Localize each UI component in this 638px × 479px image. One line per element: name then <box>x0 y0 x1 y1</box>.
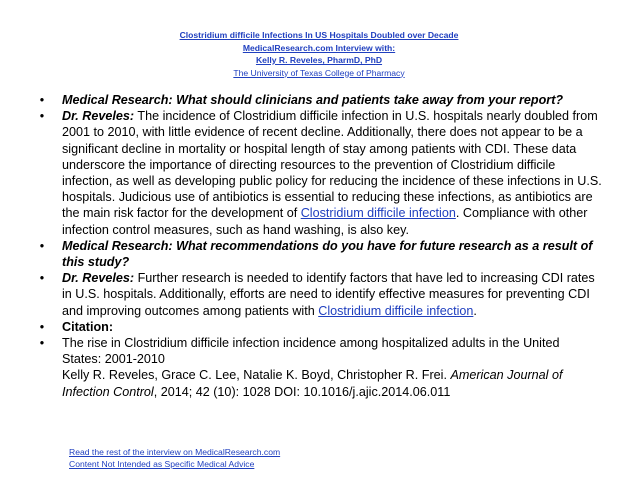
institution-link[interactable]: The University of Texas College of Pharmacy <box>233 67 405 78</box>
answer-speaker: Dr. Reveles: <box>62 271 135 286</box>
citation-title: The rise in Clostridium difficile infection incidence among hospitalized adults in the United States: 2001-2010 <box>62 336 560 367</box>
citation-details: , 2014; 42 (10): 1028 DOI: 10.1016/j.ajic.2014.06.011 <box>153 384 451 399</box>
answer-1-tail: . Compliance with other infection control measures, such as hand washing, is also key. <box>62 206 588 237</box>
list-item <box>36 238 602 270</box>
interviewee-name-link[interactable]: Kelly R. Reveles, PharmD, PhD <box>255 55 383 65</box>
answer-2-tail: . <box>473 303 477 318</box>
list-item <box>36 108 602 238</box>
question-1: Medical Research: What should clinicians and patients take away from your report? <box>62 93 564 107</box>
answer-2-text: Further research is needed to identify factors that have led to increasing CDI rates in U.S. hospitals. Additionally, efforts are need to identify effective measures for preventing CDI and improving outcomes among patients with <box>62 271 595 318</box>
read-more-link[interactable]: Read the rest of the interview on MedicalResearch.com <box>69 447 281 457</box>
bullet-icon: • <box>39 336 45 351</box>
bullet-icon: • <box>39 271 45 286</box>
list-item <box>36 319 602 335</box>
citation-journal: American Journal of Infection Control <box>62 368 563 399</box>
list-item <box>36 270 602 319</box>
question-2: Medical Research: What recommendations do you have for future research as a result of this study? <box>62 238 593 270</box>
bullet-icon: • <box>39 109 45 124</box>
cdi-link[interactable]: Clostridium difficile infection <box>300 206 456 221</box>
citation-label: Citation: <box>62 319 114 334</box>
interview-source-link[interactable]: MedicalResearch.com Interview with: <box>242 42 396 53</box>
disclaimer-link[interactable]: Content Not Intended as Specific Medical Advice <box>69 458 255 469</box>
bullet-icon: • <box>39 238 45 253</box>
citation-authors: Kelly R. Reveles, Grace C. Lee, Natalie K. Boyd, Christopher R. Frei. <box>62 368 451 383</box>
answer-speaker: Dr. Reveles: <box>62 109 135 124</box>
bullet-icon: • <box>39 319 45 334</box>
interview-content <box>36 92 602 400</box>
bullet-icon: • <box>39 93 45 107</box>
list-item <box>36 335 602 400</box>
article-title-link[interactable]: Clostridium difficile Infections In US Hospitals Doubled over Decade <box>179 30 459 40</box>
answer-1-text: The incidence of Clostridium difficile infection in U.S. hospitals nearly doubled from 2001 to 2010, with little evidence of recent decline. Additionally, there does not appear to be a significant decline in mortality or hospital length of stay among patients with CDI. These data underscore the importance of directing resources to the prevention of Clostridium difficile infection, as well as developing public policy for reducing the incidence of these infections in U.S. hospitals. Judicious use of antibiotics is essential to reducing these infections, as antibiotics are the main risk factor for the development of <box>62 109 602 221</box>
cdi-link[interactable]: Clostridium difficile infection <box>318 303 474 318</box>
list-item <box>36 92 602 108</box>
page-header <box>0 29 638 79</box>
page-footer <box>69 447 280 470</box>
